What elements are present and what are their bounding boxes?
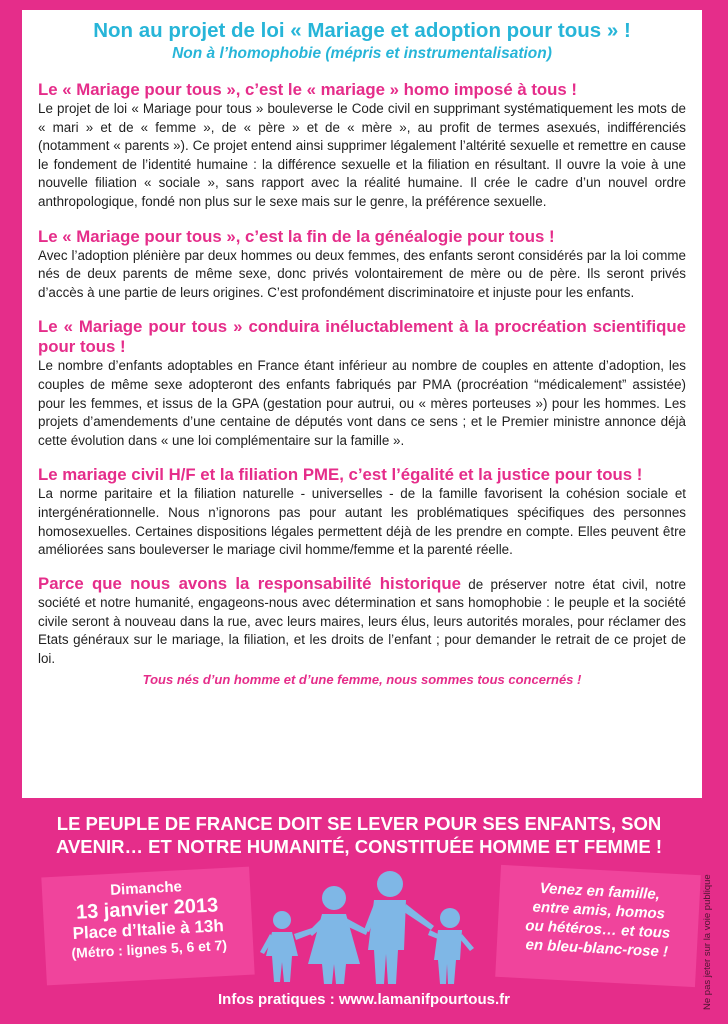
event-day: Dimanche xyxy=(109,878,183,899)
invite-line: ou hétéros… et tous xyxy=(524,917,671,942)
section-body: Le nombre d’enfants adoptables en France étant inférieur au nombre de couples en attente d’adoption, les couples de même sexe adopteront des enfants fabriqués par PMA (procréation “médicalement” assistée) pour les femmes, et issus de la GPA (gestation pour autrui, ou « mères porteuses ») pour les hommes. Les projets d’amendements d’une centaine de députés vont dans ce sens ; et le Premier ministre annonce déjà cette évolution dans « une loi complémentaire sur la famille ». xyxy=(38,358,686,448)
event-place: Place d’Italie à 13h xyxy=(72,916,225,943)
family-silhouette-icon xyxy=(256,868,486,986)
practical-info-link[interactable]: Infos pratiques : www.lamanifpourtous.fr xyxy=(218,991,510,1008)
invite-line: entre amis, homos xyxy=(532,898,666,923)
section-heading: Le mariage civil H/F et la filiation PME, c’est l’égalité et la justice pour tous ! xyxy=(38,465,643,485)
page-subtitle: Non à l’homophobie (mépris et instrumentalisation) xyxy=(172,45,552,62)
call-to-action-banner xyxy=(24,812,694,858)
banner-line: AVENIR… ET NOTRE HUMANITÉ, CONSTITUÉE HOMME ET FEMME ! xyxy=(55,836,663,857)
closing-section xyxy=(38,575,686,689)
invitation-box xyxy=(495,865,701,987)
closing-paragraph xyxy=(38,575,686,669)
section-homo-marriage xyxy=(38,80,686,212)
section-heading: Le « Mariage pour tous », c’est le « mariage » homo imposé à tous ! xyxy=(38,80,578,99)
litter-notice: Ne pas jeter sur la voie publique xyxy=(702,874,713,1010)
flyer-text-panel xyxy=(22,10,702,798)
section-heading: Le « Mariage pour tous » conduira inéluctablement à la procréation scientifique pour tous ! xyxy=(38,317,686,357)
section-heading: Le « Mariage pour tous », c’est la fin de la généalogie pour tous ! xyxy=(38,226,555,246)
section-body: Le projet de loi « Mariage pour tous » bouleverse le Code civil en supprimant systématiquement les mots de « mari » et de « femme », de « père » et de « mère », au profit de termes asexués, indifférenciés (notamment « parents »). Ce projet entend ainsi supprimer légalement l’altérité sexuelle et remettre en cause le fondement de l’identité humaine : la différence sexuelle et la filiation en résultant. Il ouvre la voie à une nouvelle filiation « sociale », sans rapport avec la réalité humaine. Il crée le cadre d’un nouvel ordre anthropologique, fondé non plus sur le sexe mais sur le genre, la préférence sexuelle. xyxy=(38,101,686,209)
section-procreation xyxy=(38,317,686,450)
page-title: Non au projet de loi « Mariage et adoption pour tous » ! xyxy=(93,19,631,42)
closing-body: de préserver notre état civil, notre société et notre humanité, engageons-nous avec détermination et sans homophobie : le peuple et la société civile seront à nouveau dans la rue, avec leurs maires, leurs élus, leurs autorités morales, pour réclamer des Etats généraux sur le mariage, la filiation, et les droits de l’enfant ; pour demander le retrait de ce projet de loi. xyxy=(38,576,686,667)
invite-line: en bleu-blanc-rose ! xyxy=(525,936,669,961)
event-date: 13 janvier 2013 xyxy=(75,894,219,924)
section-genealogy xyxy=(38,227,686,303)
event-metro: (Métro : lignes 5, 6 et 7) xyxy=(71,936,228,962)
section-body: Avec l’adoption plénière par deux hommes ou deux femmes, des enfants seront considérés par la loi comme nés de deux parents de même sexe, donc privés volontairement de mère ou de père. Ils seront privés d’accès à une partie de leurs origines. C’est profondément discriminatoire et injuste pour les enfants. xyxy=(38,247,686,300)
banner-line: LE PEUPLE DE FRANCE DOIT SE LEVER POUR SES ENFANTS, SON xyxy=(56,813,662,834)
event-details-box xyxy=(41,867,254,986)
section-civil-marriage xyxy=(38,465,686,559)
section-body: La norme paritaire et la filiation naturelle - universelles - de la famille favorisent la cohésion sociale et intergénérationnelle. Nous n’ignorons pas pour autant les problématiques spécifiques des personnes homosexuelles. Certaines dispositions légales permettent déjà de les prendre en compte. Elles peuvent être améliorées sans bouleverser le mariage civil homme/femme et la parenté réelle. xyxy=(38,486,686,558)
closing-heading: Parce que nous avons la responsabilité historique xyxy=(38,573,461,593)
invite-line: Venez en famille, xyxy=(539,879,661,904)
closing-tagline: Tous nés d’un homme et d’une femme, nous sommes tous concernés ! xyxy=(142,671,582,687)
